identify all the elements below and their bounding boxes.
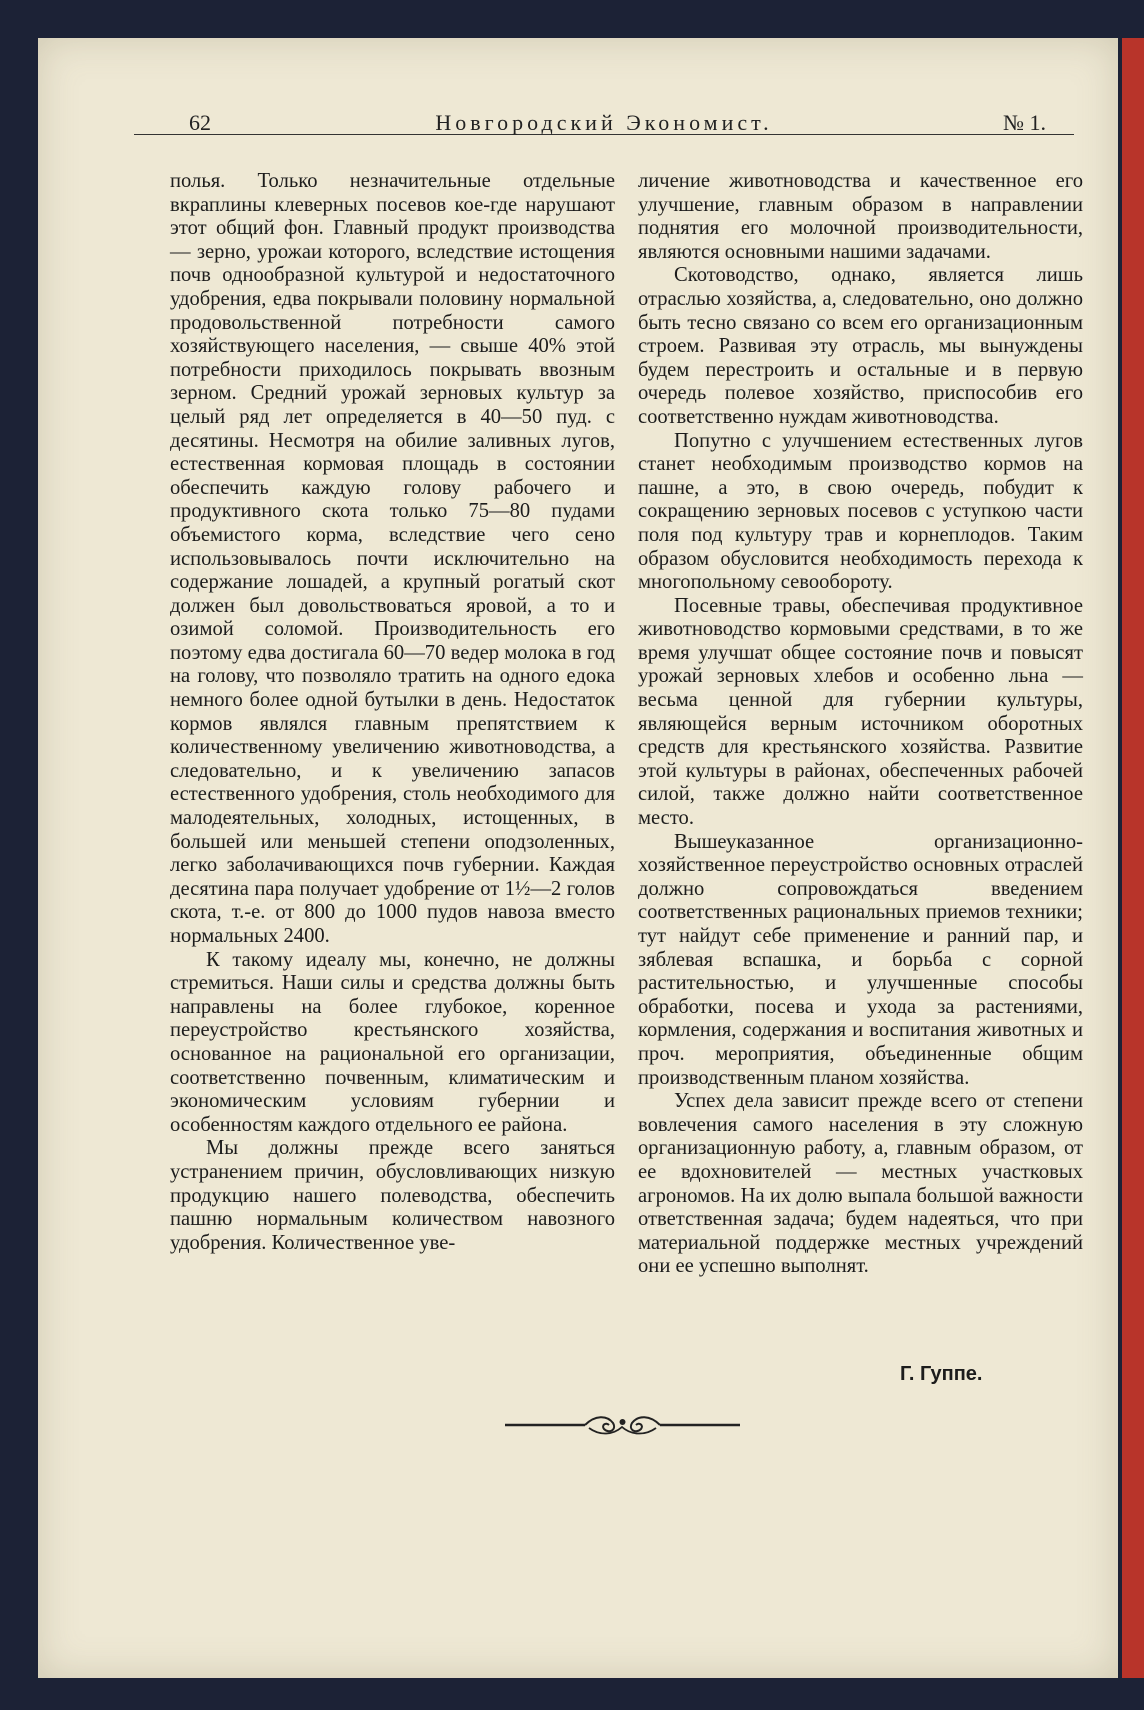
page-header [134, 74, 1074, 135]
paragraph: полья. Только незначительные отдельные вкраплины клеверных посевов кое-где нарушают этот общий фон. Главный продукт производства — зерно, урожаи которого, вследствие истощения почв однообразной культурой и недостаточного удобрения, едва покрывали половину нормальной продовольственной потребности самого хозяйствующего населения, — свыше 40% этой потребности приходилось покрывать ввозным зерном. Средний урожай зерновых культур за целый ряд лет определяется в 40—50 пуд. с десятины. Несмотря на обилие заливных лугов, естественная кормовая площадь в состоянии обеспечить каждую голову рабочего и продуктивного скота только 75—80 пудами объемистого корма, вследствие чего сено использовывалось почти исключительно на содержание лошадей, а крупный рогатый скот должен был довольствоваться яровой, а то и озимой соломой. Производительность его поэтому едва достигала 60—70 ведер молока в год на голову, что позволяло тратить на одного едока немного более одной бутылки в день. Недостаток кормов являлся главным препятствием к количественному увеличению животноводства, а следовательно, и к увеличению запасов естественного удобрения, столь необходимого для малодеятельных, холодных, истощенных, в большей или меньшей степени оподзоленных, легко заболачивающихся почв губернии. Каждая десятина пара получает удобрение от 1½—2 голов скота, т.-е. от 800 до 1000 пудов навоза вместо нормальных 2400. [170, 170, 615, 947]
paragraph: Скотоводство, однако, является лишь отраслью хозяйства, а, следовательно, оно должно быть тесно связано со всем его организационным строем. Развивая эту отрасль, мы вынуждены будем перестроить и остальные и в первую очередь полевое хозяйство, приспособив его соответственно нуждам животноводства. [638, 264, 1083, 428]
author-signature: Г. Гуппе. [900, 1363, 983, 1385]
left-column [170, 170, 615, 1255]
paragraph: К такому идеалу мы, конечно, не должны стремиться. Наши силы и средства должны быть направлены на более глубокое, коренное переустройство крестьянского хозяйства, основанное на рациональной его организации, соответственно почвенным, климатическим и экономическим условиям губернии и особенностям каждого отдельного ее района. [170, 948, 615, 1136]
page-number: 62 [189, 110, 211, 135]
paragraph: Успех дела зависит прежде всего от степени вовлечения самого населения в эту сложную организационную работу, а, главным образом, от ее вдохновителей — местных участковых агрономов. На их долю выпала большой важности ответственная задача; будем надеяться, что при материальной поддержке местных учреждений они ее успешно выполнят. [638, 1090, 1083, 1278]
issue-number: № 1. [1003, 110, 1046, 135]
paragraph: личение животноводства и качественное его улучшение, главным образом в направлении поднятия его молочной производительности, являются основными нашими задачами. [638, 170, 1083, 263]
paragraph: Мы должны прежде всего заняться устранением причин, обусловливающих низкую продукцию нашего полеводства, обеспечить пашню нормальным количеством навозного удобрения. Количественное уве- [170, 1137, 615, 1254]
ornamental-divider-icon [505, 1410, 740, 1440]
paragraph: Посевные травы, обеспечивая продуктивное животноводство кормовыми средствами, в то же время улучшат общее состояние почв и повысят урожай зерновых хлебов и особенно льна — весьма ценной для губернии культуры, являющейся верным источником оборотных средств для крестьянского хозяйства. Развитие этой культуры в районах, обеспеченных рабочей силой, также должно найти соответственное место. [638, 594, 1083, 830]
right-column [638, 170, 1083, 1279]
journal-title: Новгородский Экономист. [435, 110, 773, 135]
adjacent-page-edge [1122, 38, 1144, 1678]
paragraph: Попутно с улучшением естественных лугов станет необходимым производство кормов на пашне, а это, в свою очередь, побудит к сокращению зерновых посевов с уступкою части поля под культуру трав и корнеплодов. Таким образом обусловится необходимость перехода к многопольному севообороту. [638, 429, 1083, 594]
paragraph: Вышеуказанное организационно-хозяйственное переустройство основных отраслей должно сопровождаться введением соответственных рациональных приемов техники; тут найдут себе применение и ранний пар, и зяблевая вспашка, и борьба с сорной растительностью, и улучшенные способы обработки, посева и ухода за растениями, кормления, содержания и воспитания животных и проч. мероприятия, объединенные общим производственным планом хозяйства. [638, 830, 1083, 1089]
